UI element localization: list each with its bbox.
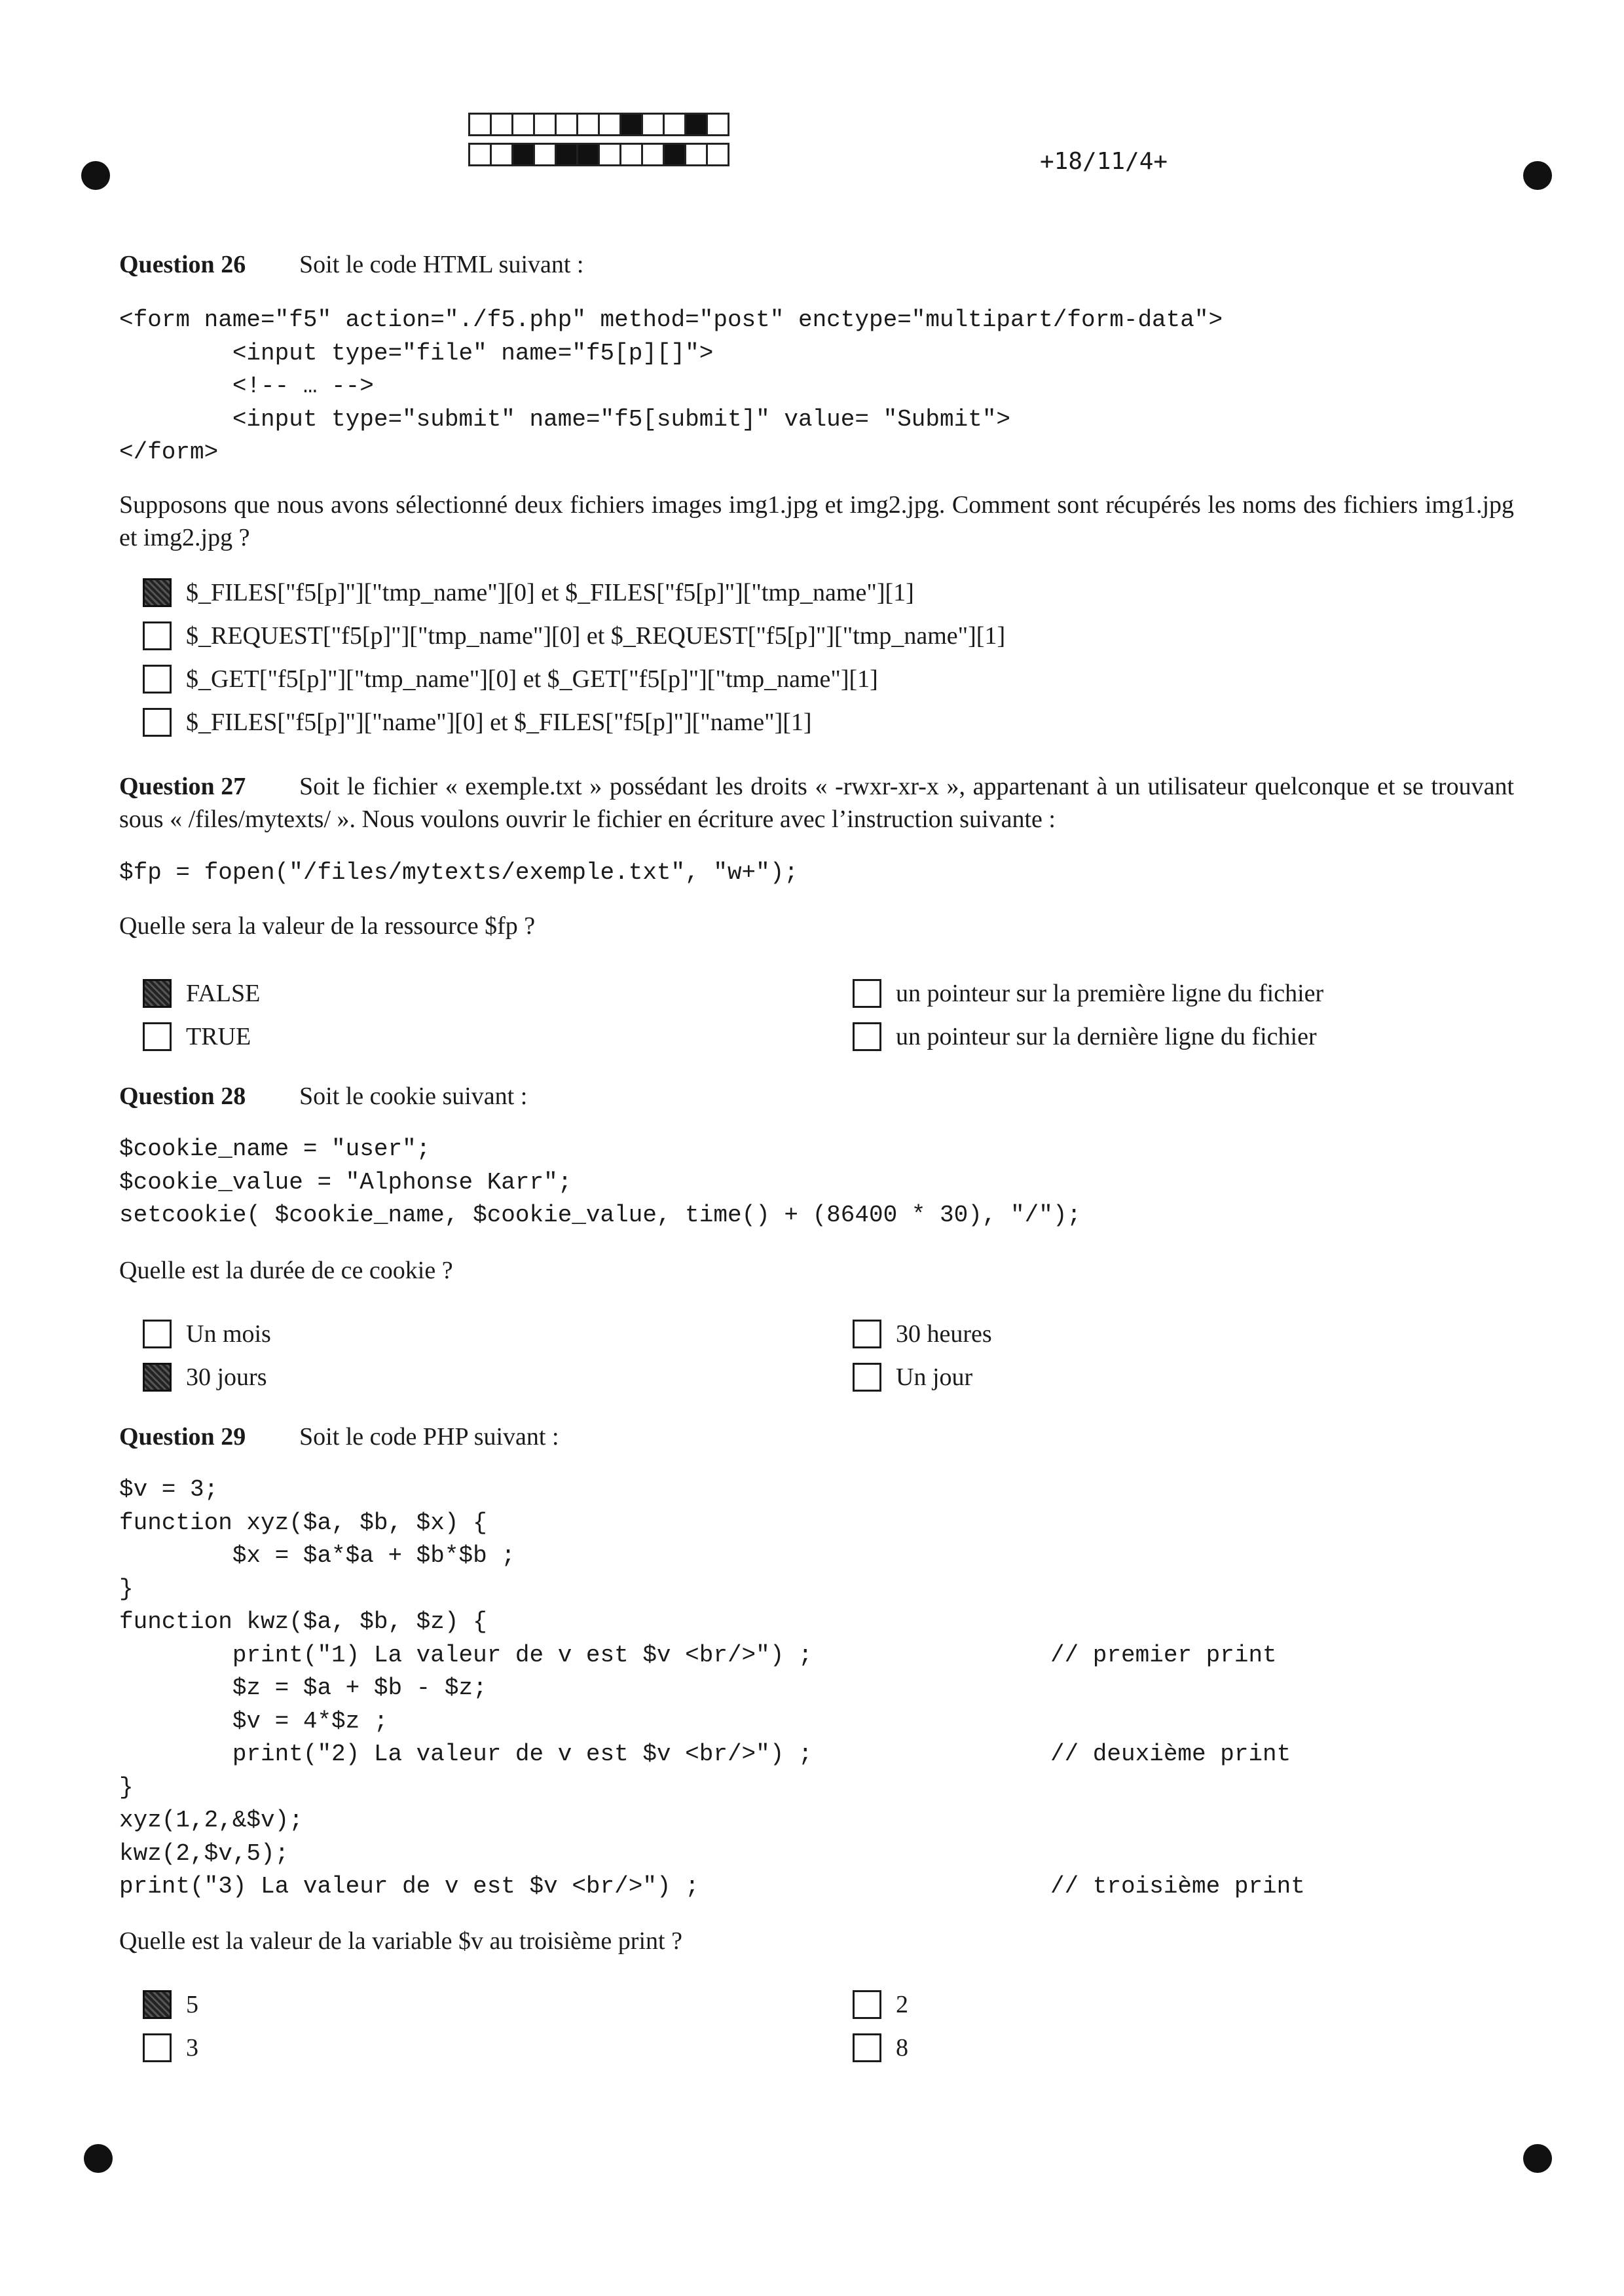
code-comment: // deuxième print <box>1050 1741 1291 1768</box>
question-27-code: $fp = fopen("/files/mytexts/exemple.txt", "w+"); <box>119 859 798 886</box>
question-29-code: $v = 3; function xyz($a, $b, $x) { $x = $a*$a + $b*$b ; } function kwz($a, $b, $z) { print("1) La valeur de v est $v <br/>") ; $z = $a + $b - $z; $v = 4*$z ; print("2) La valeur de v est $v <br/>") ; } xyz(1,2,&$v); kwz(2,$v,5); print("3) La valeur de v est $v <br/>") ; <box>119 1476 813 1900</box>
checkbox[interactable] <box>853 1363 881 1392</box>
choice-label: $_FILES["f5[p]"]["tmp_name"][0] et $_FILES["f5[p]"]["tmp_name"][1] <box>186 579 914 606</box>
question-29-question: Quelle est la valeur de la variable $v au troisième print ? <box>119 1927 682 1955</box>
registration-mark-top-left <box>81 161 110 190</box>
question-29-heading <box>119 1422 559 1451</box>
checkbox[interactable] <box>853 979 881 1008</box>
choice-label: 5 <box>186 1991 198 2018</box>
choice-label: 3 <box>186 2034 198 2062</box>
choice-q26-c[interactable] <box>143 663 878 695</box>
code-comment: // troisième print <box>1050 1873 1305 1900</box>
choice-q29-b[interactable] <box>143 2031 198 2064</box>
checkbox[interactable] <box>143 1320 172 1348</box>
choice-label: TRUE <box>186 1023 251 1050</box>
question-label: Question 28 <box>119 1083 246 1110</box>
choice-label: un pointeur sur la dernière ligne du fichier <box>896 1023 1317 1050</box>
barcode-cell <box>490 143 513 166</box>
choice-label: FALSE <box>186 980 261 1007</box>
barcode-cell <box>490 113 513 136</box>
choice-q29-d[interactable] <box>853 2031 908 2064</box>
checkbox[interactable] <box>143 621 172 650</box>
checkbox[interactable] <box>143 708 172 737</box>
barcode-cell <box>511 113 535 136</box>
question-intro: Soit le cookie suivant : <box>299 1083 528 1110</box>
checkbox[interactable] <box>853 1320 881 1348</box>
choice-label: $_GET["f5[p]"]["tmp_name"][0] et $_GET["f5[p]"]["tmp_name"][1] <box>186 665 878 693</box>
question-26-text: Supposons que nous avons sélectionné deux fichiers images img1.jpg et img2.jpg. Comment sont récupérés les noms des fichiers img1.jpg et img2.jpg ? <box>119 491 1514 551</box>
barcode-row-1 <box>470 113 729 136</box>
barcode-cell <box>706 113 729 136</box>
barcode-cell <box>511 143 535 166</box>
choice-q26-b[interactable] <box>143 620 1005 652</box>
barcode-cell <box>706 143 729 166</box>
barcode-cell <box>576 113 600 136</box>
barcode-cell <box>598 143 621 166</box>
choice-label: Un jour <box>896 1363 973 1391</box>
barcode-cell <box>555 113 578 136</box>
choice-q26-d[interactable] <box>143 706 812 739</box>
choice-q29-c[interactable] <box>853 1988 908 2021</box>
barcode-cell <box>641 113 665 136</box>
barcode-cell <box>468 113 492 136</box>
checkbox[interactable] <box>853 1022 881 1051</box>
question-26-code: <form name="f5" action="./f5.php" method="post" enctype="multipart/form-data"> <input type="file" name="f5[p][]"> <!-- … --> <input type="submit" name="f5[submit]" value= "Submit"> </form> <box>119 306 1223 466</box>
barcode-cell <box>663 143 686 166</box>
question-label: Question 27 <box>119 773 246 800</box>
question-label: Question 29 <box>119 1423 246 1451</box>
choice-label: $_FILES["f5[p]"]["name"][0] et $_FILES["f5[p]"]["name"][1] <box>186 709 812 736</box>
choice-label: 8 <box>896 2034 908 2062</box>
registration-mark-bottom-right <box>1523 2144 1552 2173</box>
question-28-question: Quelle est la durée de ce cookie ? <box>119 1257 453 1284</box>
checkbox[interactable] <box>143 979 172 1008</box>
choice-q26-a[interactable] <box>143 576 914 609</box>
checkbox[interactable] <box>143 578 172 607</box>
registration-mark-bottom-left <box>84 2144 113 2173</box>
registration-mark-top-right <box>1523 161 1552 190</box>
question-label: Question 26 <box>119 251 246 278</box>
choice-label: un pointeur sur la première ligne du fichier <box>896 980 1324 1007</box>
choice-q28-a[interactable] <box>143 1318 271 1350</box>
barcode-cell <box>576 143 600 166</box>
barcode-cell <box>663 113 686 136</box>
barcode-cell <box>533 143 557 166</box>
choice-label: 30 heures <box>896 1320 992 1348</box>
choice-label: 30 jours <box>186 1363 267 1391</box>
checkbox[interactable] <box>143 665 172 694</box>
barcode-cell <box>598 113 621 136</box>
barcode-cell <box>641 143 665 166</box>
question-intro: Soit le code PHP suivant : <box>299 1423 559 1451</box>
page-id: +18/11/4+ <box>1040 148 1168 175</box>
checkbox[interactable] <box>853 2033 881 2062</box>
code-comment: // premier print <box>1050 1642 1277 1669</box>
question-intro: Soit le fichier « exemple.txt » possédant les droits « -rwxr-xr-x », appartenant à un utilisateur quelconque et se trouvant sous « /files/mytexts/ ». Nous voulons ouvrir le fichier en écriture avec l’instruction suivante : <box>119 773 1514 833</box>
barcode-cell <box>533 113 557 136</box>
choice-q27-d[interactable] <box>853 1020 1317 1053</box>
checkbox[interactable] <box>143 1990 172 2019</box>
barcode-row-2 <box>470 143 729 166</box>
choice-q27-b[interactable] <box>143 1020 251 1053</box>
barcode-cell <box>684 143 708 166</box>
barcode-cell <box>619 143 643 166</box>
question-26-heading <box>119 250 583 279</box>
choice-q28-c[interactable] <box>853 1318 992 1350</box>
choice-label: Un mois <box>186 1320 271 1348</box>
choice-q29-a[interactable] <box>143 1988 198 2021</box>
barcode-cell <box>619 113 643 136</box>
barcode-cell <box>555 143 578 166</box>
choice-q28-d[interactable] <box>853 1361 972 1394</box>
choice-label: $_REQUEST["f5[p]"]["tmp_name"][0] et $_REQUEST["f5[p]"]["tmp_name"][1] <box>186 622 1006 650</box>
choice-q27-c[interactable] <box>853 977 1323 1010</box>
checkbox[interactable] <box>143 1363 172 1392</box>
checkbox[interactable] <box>143 2033 172 2062</box>
question-27-question: Quelle sera la valeur de la ressource $fp ? <box>119 912 536 940</box>
question-28-heading <box>119 1082 527 1111</box>
checkbox[interactable] <box>143 1022 172 1051</box>
choice-label: 2 <box>896 1991 908 2018</box>
barcode-cell <box>468 143 492 166</box>
checkbox[interactable] <box>853 1990 881 2019</box>
question-intro: Soit le code HTML suivant : <box>299 251 584 278</box>
question-28-code: $cookie_name = "user"; $cookie_value = "Alphonse Karr"; setcookie( $cookie_name, $cookie_value, time() + (86400 * 30), "/"); <box>119 1136 1082 1229</box>
choice-q28-b[interactable] <box>143 1361 267 1394</box>
question-27-intro <box>119 770 1514 836</box>
choice-q27-a[interactable] <box>143 977 260 1010</box>
barcode-cell <box>684 113 708 136</box>
